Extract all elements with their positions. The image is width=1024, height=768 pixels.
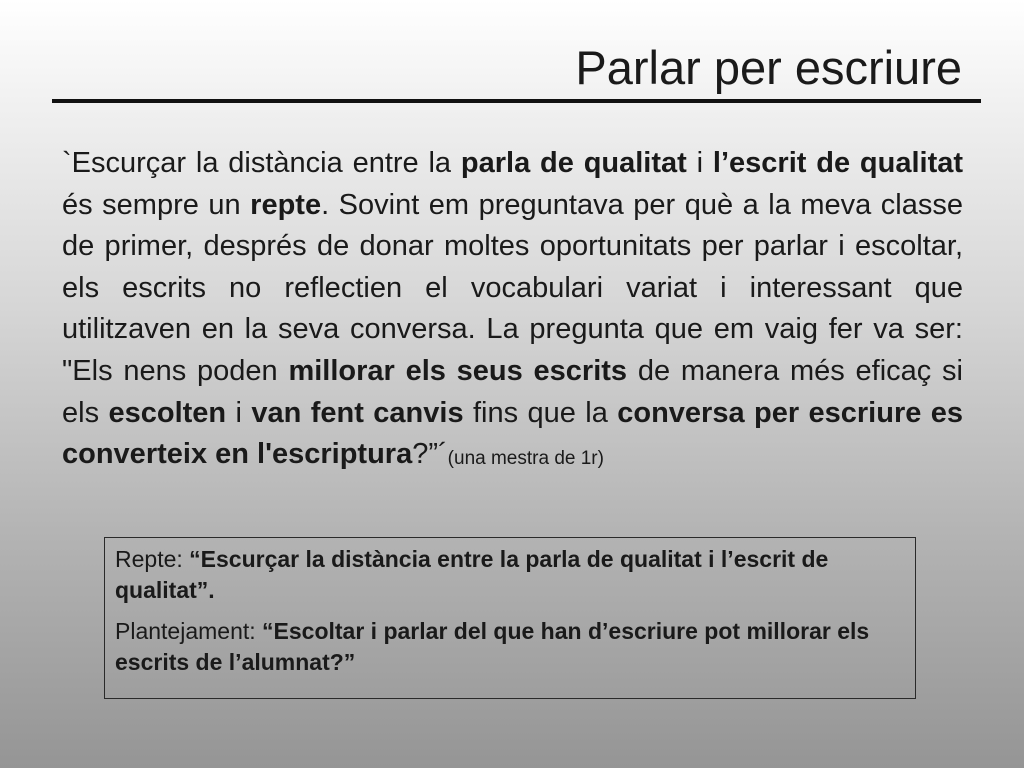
- emphasis-challenge: repte: [250, 188, 322, 221]
- text-run: fins que la: [463, 396, 618, 429]
- approach-text: “Escoltar i parlar del que han d’escriure pot millorar els escrits de l’alumnat?”: [115, 618, 870, 675]
- approach-item: [115, 616, 905, 678]
- text-run: de manera més eficaç si els: [62, 354, 963, 429]
- challenge-text: “Escurçar la distància entre la parla de qualitat i l’escrit de qualitat”.: [115, 546, 829, 603]
- slide-title: Parlar per escriure: [575, 41, 962, 94]
- text-run: és sempre un: [62, 188, 251, 221]
- emphasis-improve-writing: millorar els seus escrits: [288, 354, 628, 387]
- text-run: `Escurçar la distància entre la: [62, 147, 461, 179]
- quote-paragraph: [62, 143, 963, 476]
- summary-box: [104, 537, 916, 699]
- emphasis-make-changes: van fent canvis: [251, 396, 464, 429]
- emphasis-conversation-writing: conversa per escriure es converteix en l'escriptura: [62, 396, 963, 471]
- text-run: i: [686, 147, 713, 179]
- emphasis-quality-writing: l’escrit de qualitat: [712, 147, 964, 179]
- text-run: . Sovint em preguntava per què a la meva classe de primer, després de donar moltes oportunitats per parlar i escoltar, els escrits no reflectien el vocabulari variat i interessant que utilitzaven en la seva conversa. La pregunta que em vaig fer va ser: "Els nens poden: [62, 188, 963, 387]
- text-run: ?”´: [412, 438, 448, 471]
- approach-label: Plantejament:: [115, 618, 263, 644]
- quote-attribution: (una mestra de 1r): [447, 448, 604, 470]
- emphasis-listen: escolten: [108, 396, 227, 429]
- title-underline: [52, 99, 981, 103]
- text-run: i: [226, 396, 252, 429]
- challenge-item: [115, 544, 905, 606]
- challenge-label: Repte:: [115, 546, 190, 572]
- emphasis-quality-speech: parla de qualitat: [460, 147, 687, 179]
